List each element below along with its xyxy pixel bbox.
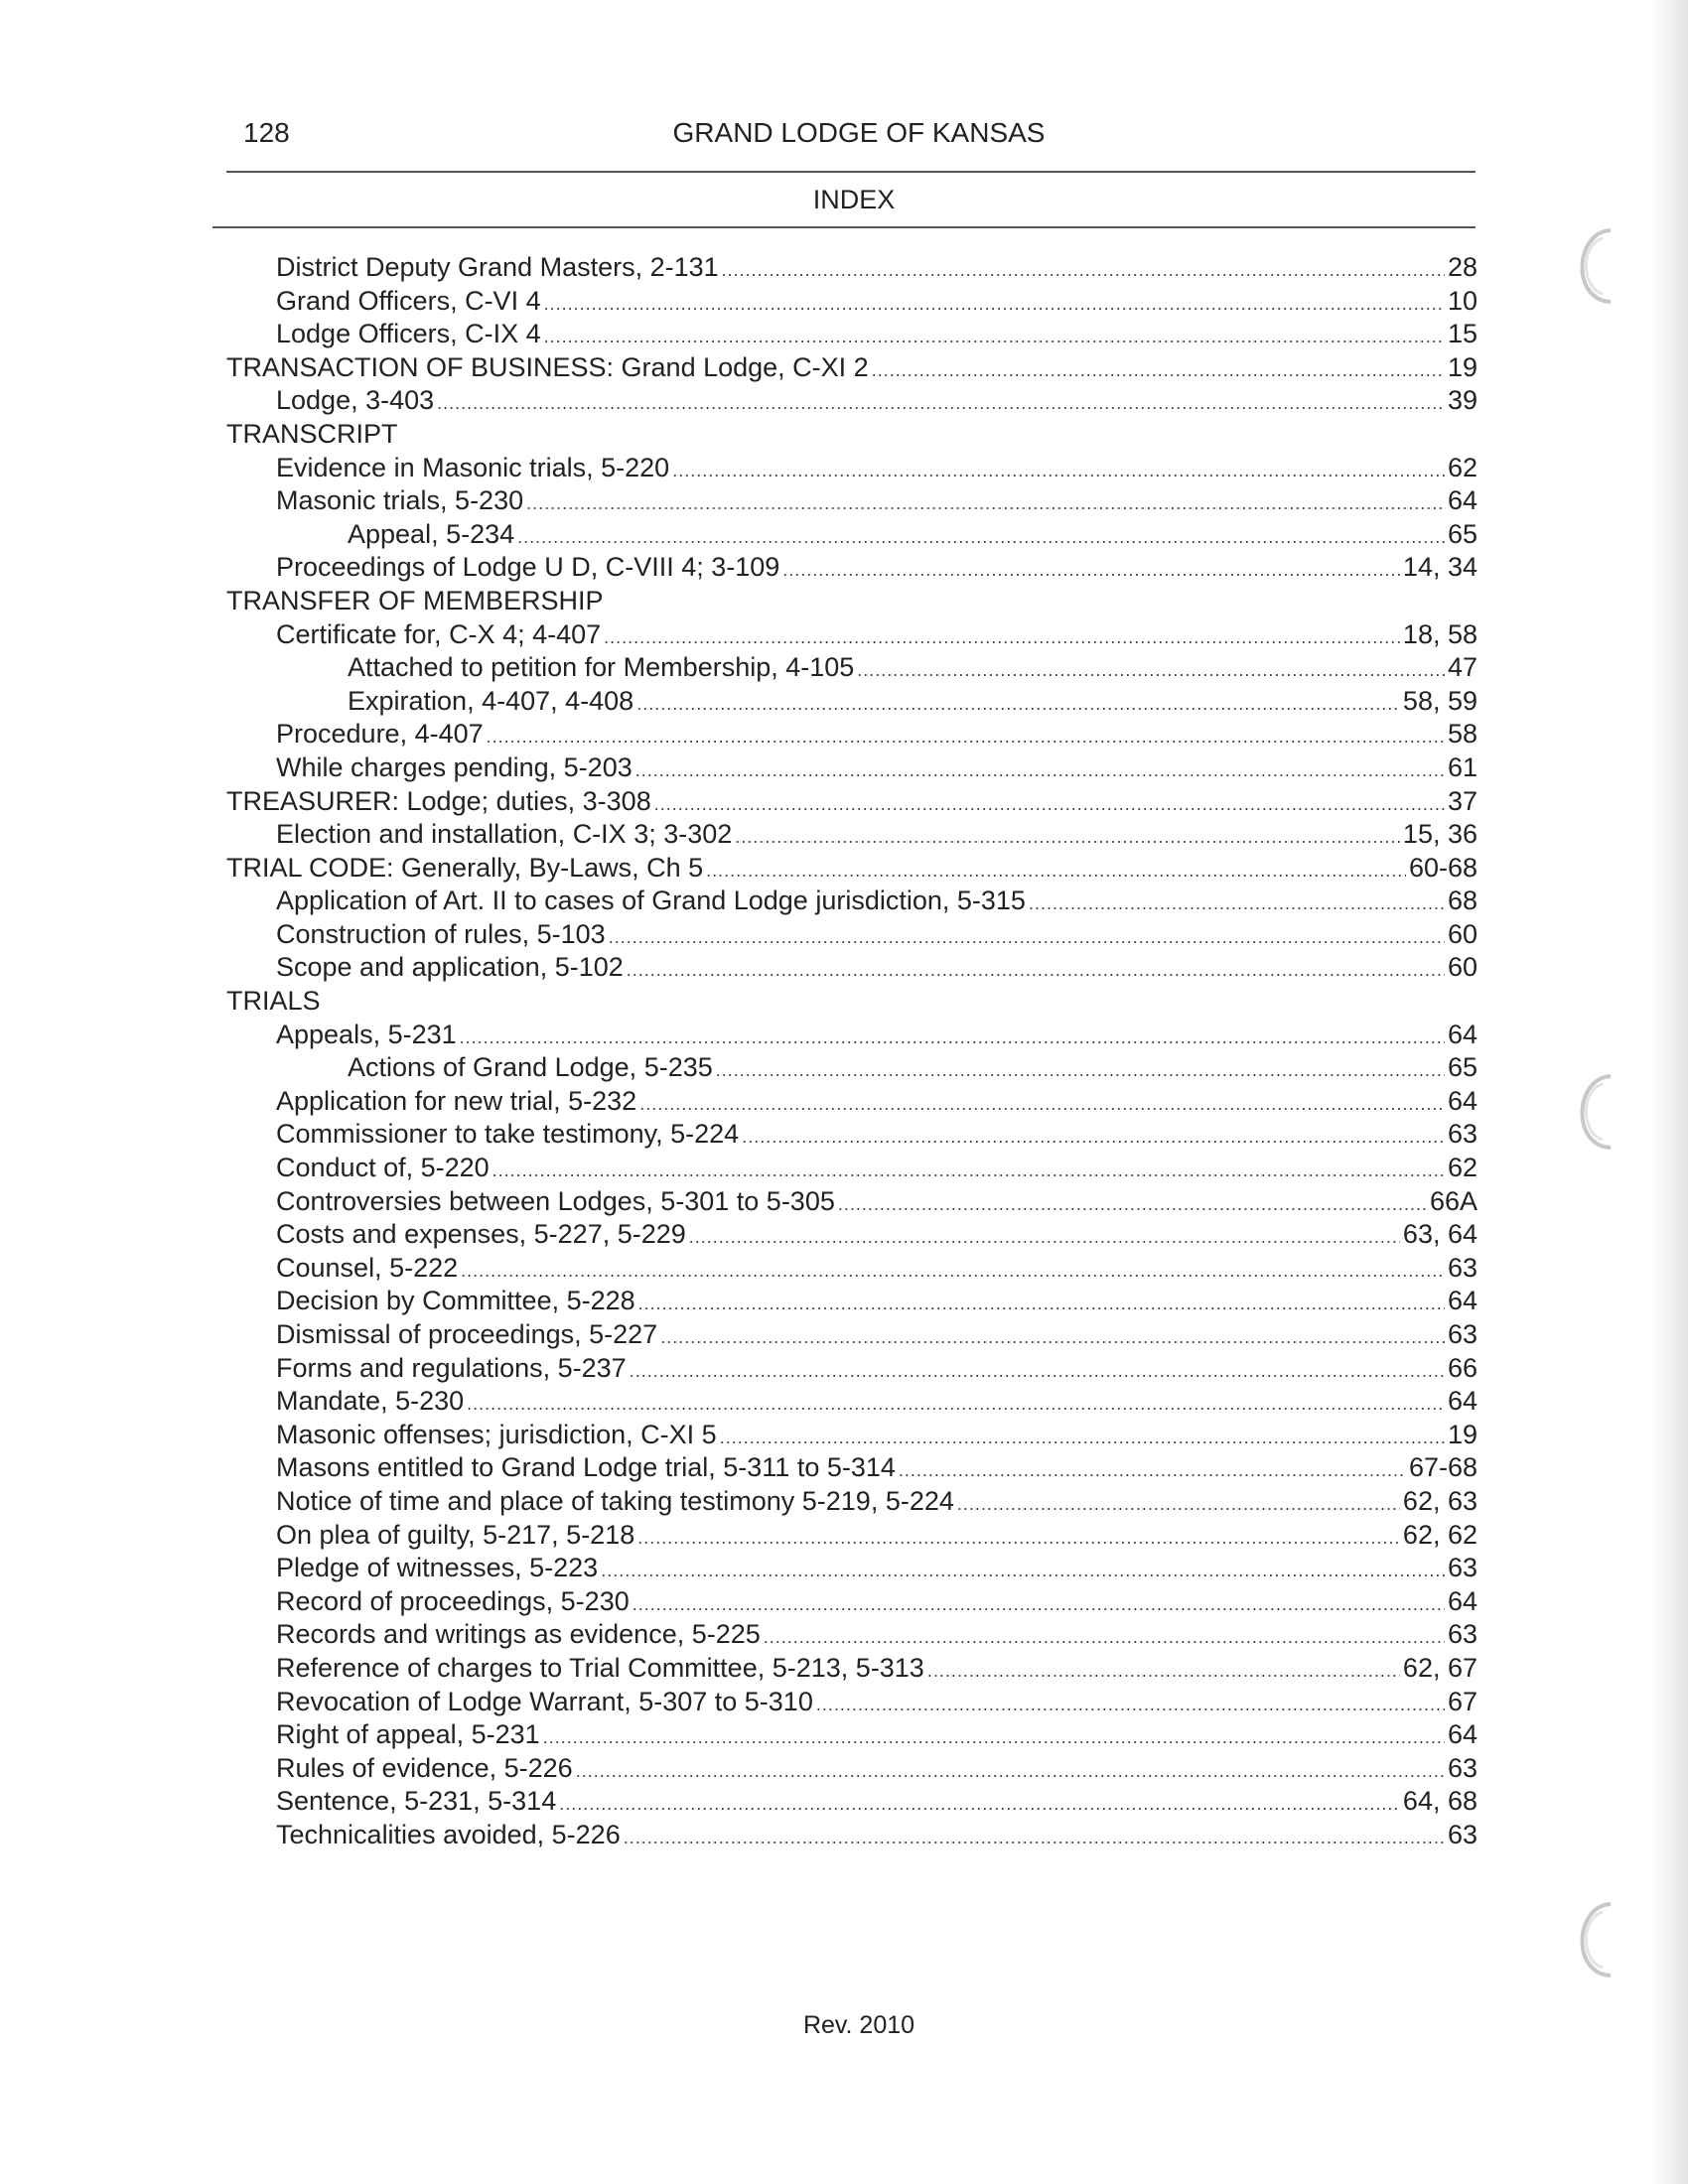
- index-term: Reference of charges to Trial Committee, 5-213, 5-313: [276, 1652, 924, 1683]
- index-page-ref: 62, 67: [1402, 1652, 1477, 1683]
- dot-leader: [630, 1355, 1445, 1389]
- index-term: Revocation of Lodge Warrant, 5-307 to 5-310: [276, 1686, 813, 1716]
- dot-leader: [492, 1155, 1445, 1188]
- index-term: TRANSCRIPT: [226, 418, 398, 449]
- index-term: Record of proceedings, 5-230: [276, 1585, 630, 1616]
- dot-leader: [816, 1689, 1445, 1722]
- dot-leader: [672, 455, 1445, 488]
- index-term: TRANSFER OF MEMBERSHIP: [226, 585, 604, 615]
- index-entry: [226, 1185, 1477, 1219]
- binder-hole-mark: [1567, 1898, 1617, 1981]
- index-entry: [226, 651, 1477, 685]
- index-page-ref: 64: [1447, 1085, 1477, 1116]
- index-entry: [226, 785, 1477, 819]
- index-page-ref: 67: [1447, 1686, 1477, 1716]
- dot-leader: [487, 721, 1445, 754]
- index-entry: [226, 751, 1477, 785]
- index-term: Conduct of, 5-220: [276, 1153, 490, 1183]
- index-term: Grand Officers, C-VI 4: [276, 285, 541, 316]
- index-term: Certificate for, C-X 4; 4-407: [276, 618, 602, 649]
- dot-leader: [609, 921, 1445, 955]
- index-entry: [226, 585, 1477, 618]
- index-page-ref: 62, 62: [1402, 1519, 1477, 1550]
- index-term: Evidence in Masonic trials, 5-220: [276, 452, 670, 482]
- index-entry: [226, 985, 1477, 1019]
- index-term: Masonic trials, 5-230: [276, 485, 524, 516]
- index-entry: [226, 618, 1477, 652]
- index-term: Appeal, 5-234: [348, 518, 515, 549]
- dot-leader: [927, 1655, 1400, 1689]
- index-page-ref: 64: [1447, 1019, 1477, 1049]
- index-term: Counsel, 5-222: [276, 1252, 459, 1283]
- index-term: Construction of rules, 5-103: [276, 918, 606, 949]
- index-page-ref: 37: [1447, 785, 1477, 816]
- index-term: On plea of guilty, 5-217, 5-218: [276, 1519, 635, 1550]
- index-entry: [226, 384, 1477, 418]
- dot-leader: [633, 1588, 1445, 1622]
- index-entry: [226, 1618, 1477, 1652]
- index-list: [226, 251, 1477, 1852]
- index-entry: [226, 1118, 1477, 1152]
- dot-leader: [517, 521, 1445, 555]
- dot-leader: [899, 1454, 1406, 1488]
- index-entry: [226, 1686, 1477, 1719]
- dot-leader: [857, 654, 1445, 688]
- index-term: Costs and expenses, 5-227, 5-229: [276, 1219, 686, 1250]
- index-page-ref: 18, 58: [1402, 618, 1477, 649]
- index-entry: [226, 1019, 1477, 1052]
- index-page-ref: 64: [1447, 1585, 1477, 1616]
- index-page-ref: 10: [1447, 285, 1477, 316]
- page-edge-shadow: [1650, 0, 1688, 2184]
- index-page-ref: 63: [1447, 1819, 1477, 1849]
- index-entry: [226, 1652, 1477, 1686]
- index-entry: [226, 418, 1477, 452]
- index-term: Expiration, 4-407, 4-408: [348, 685, 634, 716]
- index-page-ref: 58: [1447, 719, 1477, 750]
- index-page-ref: 58, 59: [1402, 685, 1477, 716]
- index-term: Technicalities avoided, 5-226: [276, 1819, 621, 1849]
- dot-leader: [706, 855, 1406, 888]
- dot-leader: [467, 1388, 1445, 1422]
- index-page-ref: 63: [1447, 1319, 1477, 1349]
- index-term: District Deputy Grand Masters, 2-131: [276, 252, 719, 282]
- index-term: Masonic offenses; jurisdiction, C-XI 5: [276, 1419, 717, 1449]
- dot-leader: [957, 1488, 1400, 1522]
- dot-leader: [559, 1788, 1400, 1822]
- index-entry: [226, 1085, 1477, 1119]
- index-page-ref: 64: [1447, 1386, 1477, 1417]
- index-page-ref: 60: [1447, 952, 1477, 983]
- index-page-ref: 64: [1447, 1286, 1477, 1316]
- index-term: Records and writings as evidence, 5-225: [276, 1619, 761, 1650]
- index-page-ref: 63: [1447, 1119, 1477, 1150]
- index-entry: [226, 1152, 1477, 1185]
- revision-footer: Rev. 2010: [802, 2011, 915, 2039]
- index-page-ref: 60-68: [1408, 852, 1477, 883]
- dot-leader: [604, 621, 1400, 655]
- index-entry: [226, 484, 1477, 518]
- dot-leader: [437, 387, 1445, 421]
- index-page-ref: 47: [1447, 652, 1477, 683]
- index-entry: [226, 951, 1477, 985]
- index-entry: [226, 1451, 1477, 1485]
- index-term: TREASURER: Lodge; duties, 3-308: [226, 785, 651, 816]
- dot-leader: [461, 1255, 1445, 1289]
- index-page-ref: 63: [1447, 1252, 1477, 1283]
- index-page-ref: 19: [1447, 1419, 1477, 1449]
- index-term: Application of Art. II to cases of Grand Lodge jurisdiction, 5-315: [276, 886, 1026, 916]
- index-entry: [226, 1252, 1477, 1286]
- index-entry: [226, 518, 1477, 552]
- dot-leader: [526, 487, 1445, 521]
- dot-leader: [689, 1221, 1400, 1255]
- index-page-ref: 66: [1447, 1352, 1477, 1383]
- index-entry: [226, 318, 1477, 351]
- index-entry: [226, 718, 1477, 751]
- dot-leader: [635, 754, 1445, 788]
- index-term: Procedure, 4-407: [276, 719, 484, 750]
- dot-leader: [624, 1822, 1445, 1855]
- index-term: TRANSACTION OF BUSINESS: Grand Lodge, C-XI 2: [226, 351, 869, 382]
- index-entry: [226, 1552, 1477, 1585]
- index-term: Appeals, 5-231: [276, 1019, 457, 1049]
- index-entry: [226, 351, 1477, 385]
- dot-leader: [544, 288, 1445, 322]
- index-term: Dismissal of proceedings, 5-227: [276, 1319, 658, 1349]
- binder-hole-mark: [1567, 1070, 1617, 1154]
- dot-leader: [735, 821, 1400, 855]
- dot-leader: [838, 1188, 1427, 1222]
- index-term: Lodge Officers, C-IX 4: [276, 319, 541, 349]
- index-page-ref: 60: [1447, 918, 1477, 949]
- index-page-ref: 64, 68: [1402, 1786, 1477, 1817]
- page-number: 128: [243, 117, 290, 148]
- index-page-ref: 62: [1447, 452, 1477, 482]
- index-term: Pledge of witnesses, 5-223: [276, 1553, 599, 1583]
- section-title: INDEX: [812, 185, 896, 214]
- index-entry: [226, 1752, 1477, 1786]
- dot-leader: [576, 1755, 1445, 1789]
- running-head: GRAND LODGE OF KANSAS: [672, 117, 1046, 148]
- index-term: Controversies between Lodges, 5-301 to 5-305: [276, 1185, 835, 1216]
- index-page-ref: 15: [1447, 319, 1477, 349]
- dot-leader: [627, 954, 1445, 988]
- header-rule-top: [226, 171, 1476, 173]
- index-term: Election and installation, C-IX 3; 3-302: [276, 819, 733, 850]
- dot-leader: [660, 1321, 1445, 1355]
- index-page-ref: 65: [1447, 518, 1477, 549]
- index-term: Right of appeal, 5-231: [276, 1719, 540, 1750]
- dot-leader: [742, 1121, 1445, 1155]
- index-page-ref: 65: [1447, 1052, 1477, 1083]
- dot-leader: [720, 1422, 1445, 1455]
- index-term: Rules of evidence, 5-226: [276, 1752, 573, 1783]
- index-entry: [226, 1819, 1477, 1852]
- index-page-ref: 62: [1447, 1153, 1477, 1183]
- index-page-ref: 63, 64: [1402, 1219, 1477, 1250]
- index-page-ref: 63: [1447, 1619, 1477, 1650]
- dot-leader: [639, 1088, 1445, 1122]
- dot-leader: [782, 554, 1400, 588]
- dot-leader: [638, 1288, 1445, 1321]
- dot-leader: [637, 1522, 1400, 1556]
- index-page-ref: 67-68: [1408, 1452, 1477, 1483]
- index-page-ref: 19: [1447, 351, 1477, 382]
- index-entry: [226, 852, 1477, 886]
- dot-leader: [764, 1621, 1445, 1655]
- index-term: Application for new trial, 5-232: [276, 1085, 637, 1116]
- index-term: While charges pending, 5-203: [276, 751, 633, 782]
- dot-leader: [722, 254, 1445, 288]
- index-term: Commissioner to take testimony, 5-224: [276, 1119, 740, 1150]
- index-page-ref: 15, 36: [1402, 819, 1477, 850]
- index-term: Decision by Committee, 5-228: [276, 1286, 635, 1316]
- dot-leader: [872, 354, 1445, 388]
- index-page-ref: 66A: [1429, 1185, 1477, 1216]
- dot-leader: [636, 688, 1400, 722]
- index-term: TRIALS: [226, 986, 321, 1017]
- index-entry: [226, 685, 1477, 719]
- index-entry: [226, 251, 1477, 285]
- dot-leader: [544, 321, 1445, 354]
- index-entry: [226, 285, 1477, 319]
- index-page-ref: 39: [1447, 385, 1477, 416]
- index-entry: [226, 1051, 1477, 1085]
- header-rule-bottom: [212, 226, 1476, 228]
- index-page-ref: 63: [1447, 1553, 1477, 1583]
- index-entry: [226, 1385, 1477, 1419]
- index-entry: [226, 818, 1477, 852]
- index-term: Mandate, 5-230: [276, 1386, 465, 1417]
- index-page-ref: 63: [1447, 1752, 1477, 1783]
- index-entry: [226, 1585, 1477, 1619]
- index-term: Forms and regulations, 5-237: [276, 1352, 627, 1383]
- index-term: Notice of time and place of taking testimony 5-219, 5-224: [276, 1485, 954, 1516]
- index-entry: [226, 885, 1477, 918]
- index-term: Attached to petition for Membership, 4-105: [348, 652, 855, 683]
- index-entry: [226, 551, 1477, 585]
- index-entry: [226, 452, 1477, 485]
- index-entry: [226, 1285, 1477, 1318]
- index-entry: [226, 1485, 1477, 1519]
- index-page-ref: 64: [1447, 1719, 1477, 1750]
- index-entry: [226, 1318, 1477, 1352]
- index-term: Proceedings of Lodge U D, C-VIII 4; 3-109: [276, 552, 780, 583]
- index-page-ref: 28: [1447, 252, 1477, 282]
- dot-leader: [543, 1721, 1445, 1755]
- dot-leader: [601, 1555, 1445, 1588]
- index-page-ref: 14, 34: [1402, 552, 1477, 583]
- index-term: TRIAL CODE: Generally, By-Laws, Ch 5: [226, 852, 704, 883]
- index-term: Sentence, 5-231, 5-314: [276, 1786, 557, 1817]
- index-entry: [226, 1419, 1477, 1452]
- index-entry: [226, 1519, 1477, 1553]
- index-page-ref: 62, 63: [1402, 1485, 1477, 1516]
- index-term: Scope and application, 5-102: [276, 952, 624, 983]
- index-page-ref: 61: [1447, 751, 1477, 782]
- index-entry: [226, 1785, 1477, 1819]
- dot-leader: [460, 1022, 1445, 1055]
- index-entry: [226, 1218, 1477, 1252]
- index-page-ref: 68: [1447, 886, 1477, 916]
- dot-leader: [1029, 887, 1445, 921]
- binder-hole-mark: [1567, 224, 1617, 308]
- index-entry: [226, 918, 1477, 952]
- index-page-ref: 64: [1447, 485, 1477, 516]
- index-entry: [226, 1352, 1477, 1386]
- index-term: Actions of Grand Lodge, 5-235: [348, 1052, 713, 1083]
- index-entry: [226, 1718, 1477, 1752]
- dot-leader: [716, 1054, 1445, 1088]
- index-term: Lodge, 3-403: [276, 385, 435, 416]
- index-term: Masons entitled to Grand Lodge trial, 5-311 to 5-314: [276, 1452, 896, 1483]
- dot-leader: [654, 788, 1445, 822]
